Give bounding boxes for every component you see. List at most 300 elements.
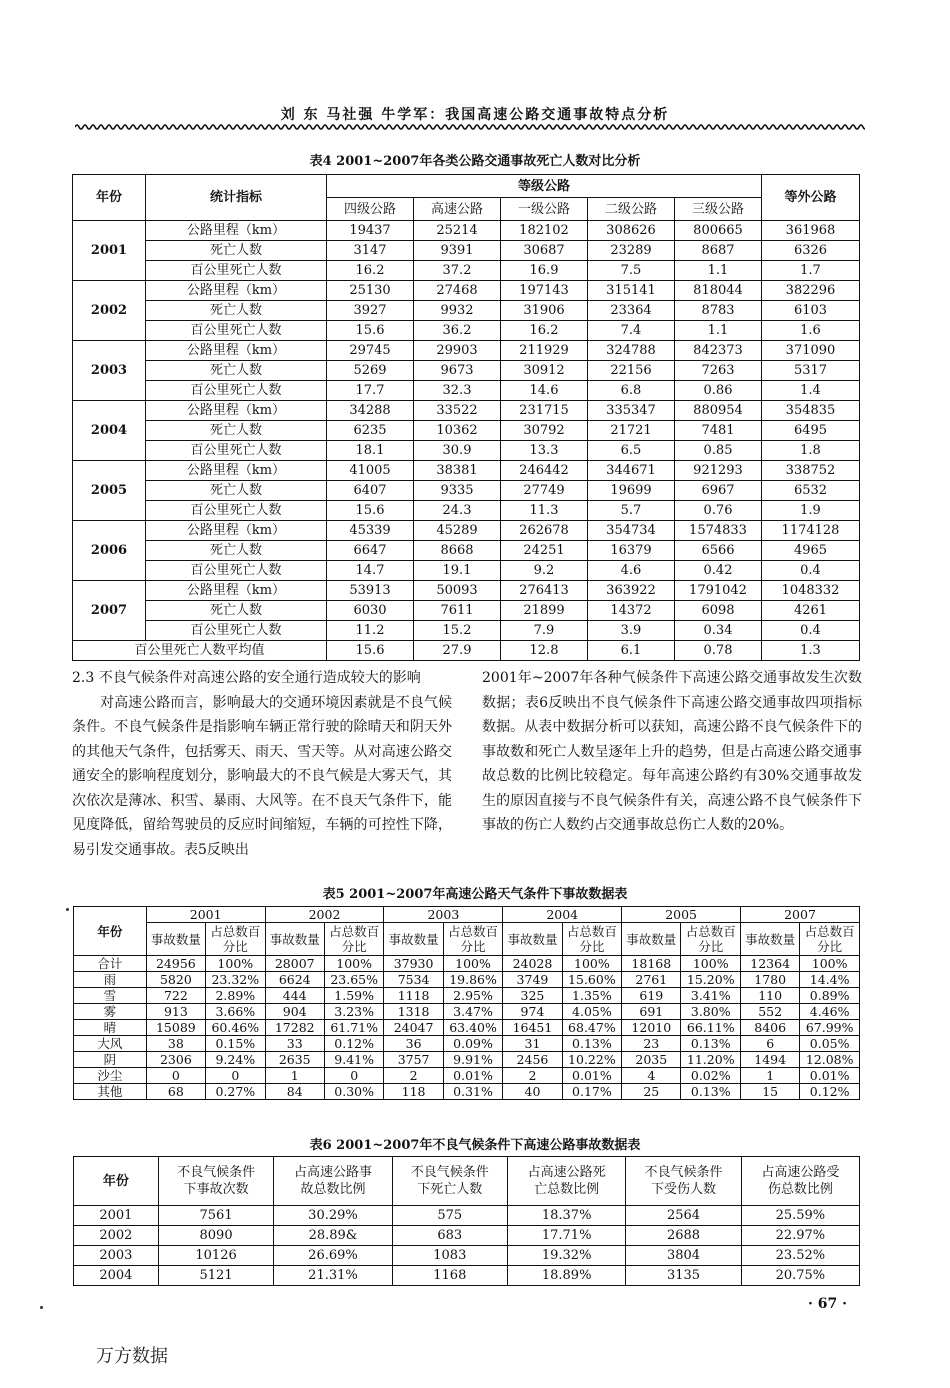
t4-value-cell: 231715 [501,401,588,421]
t6-value-cell: 1083 [392,1246,508,1266]
t5-value-cell: 974 [503,1004,562,1020]
t4-value-cell: 9335 [414,481,501,501]
t5-value-cell: 36 [384,1036,443,1052]
t4-value-cell: 818044 [675,281,762,301]
t4-value-cell: 7.4 [588,321,675,341]
t4-sub-header: 一级公路 [501,198,588,221]
t5-sub-header: 事故数量 [146,923,205,956]
running-header: 刘 东 马社强 牛学军：我国高速公路交通事故特点分析 [280,107,670,123]
t5-value-cell: 23.32% [206,972,266,988]
t6-value-cell: 683 [392,1226,508,1246]
t5-value-cell: 3.47% [443,1004,503,1020]
t4-indicator-cell: 公路里程（km） [146,281,327,301]
t5-sub-header-row [74,923,860,956]
t4-row [73,461,860,481]
t5-value-cell: 1494 [741,1052,800,1068]
t5-value-cell: 0.02% [681,1068,741,1084]
t4-value-cell: 344671 [588,461,675,481]
table5 [73,906,860,1100]
t4-value-cell: 6566 [675,541,762,561]
t5-value-cell: 40 [503,1084,562,1100]
t4-value-cell: 24.3 [414,501,501,521]
t5-value-cell: 1.35% [562,988,622,1004]
t6-value-cell: 20.75% [741,1266,859,1286]
t4-value-cell: 30.9 [414,441,501,461]
t4-indicator-cell: 死亡人数 [146,301,327,321]
t4-row [73,281,860,301]
t6-value-cell: 25.59% [741,1206,859,1226]
t4-value-cell: 6532 [762,481,860,501]
t4-value-cell: 0.86 [675,381,762,401]
t5-label-cell: 沙尘 [74,1068,147,1084]
t5-label-cell: 晴 [74,1020,147,1036]
t4-year-cell: 2003 [73,341,146,401]
t5-value-cell: 15 [741,1084,800,1100]
t5-row [74,1068,860,1084]
t4-average-cell: 15.6 [327,641,414,661]
t4-row [73,441,860,461]
t4-indicator-cell: 百公里死亡人数 [146,381,327,401]
t5-year-label: 年份 [74,907,147,956]
t6-value-cell: 18.89% [508,1266,626,1286]
t4-indicator-cell: 公路里程（km） [146,521,327,541]
t5-value-cell: 7534 [384,972,443,988]
t4-average-label: 百公里死亡人数平均值 [73,641,327,661]
t5-value-cell: 0.12% [800,1084,860,1100]
t4-value-cell: 16379 [588,541,675,561]
t5-value-cell: 37930 [384,956,443,972]
t5-sub-header: 占总数百分比 [681,923,741,956]
t6-header-cell: 占高速公路事故总数比例 [274,1157,392,1206]
t5-value-cell: 6624 [265,972,324,988]
t4-value-cell: 24251 [501,541,588,561]
t4-value-cell: 0.4 [762,561,860,581]
t5-value-cell: 16451 [503,1020,562,1036]
t4-value-cell: 45289 [414,521,501,541]
t4-value-cell: 41005 [327,461,414,481]
page-number: · 67 · [808,1296,847,1312]
t5-value-cell: 2.95% [443,988,503,1004]
table6-caption: 表6 2001~2007年不良气候条件下高速公路事故数据表 [309,1138,641,1153]
t5-value-cell: 1 [265,1068,324,1084]
t4-row [73,361,860,381]
t4-value-cell: 11.3 [501,501,588,521]
t4-value-cell: 8687 [675,241,762,261]
t4-indicator-cell: 公路里程（km） [146,401,327,421]
t4-row [73,401,860,421]
t5-value-cell: 0.13% [562,1036,622,1052]
t4-indicator-cell: 百公里死亡人数 [146,441,327,461]
t4-value-cell: 371090 [762,341,860,361]
t5-row [74,1020,860,1036]
t5-value-cell: 444 [265,988,324,1004]
t5-value-cell: 9.91% [443,1052,503,1068]
t4-row [73,601,860,621]
t5-value-cell: 84 [265,1084,324,1100]
t4-row [73,341,860,361]
t5-value-cell: 0.27% [206,1084,266,1100]
t4-value-cell: 324788 [588,341,675,361]
section-right-column [482,666,862,838]
t4-year-cell: 2005 [73,461,146,521]
t4-value-cell: 36.2 [414,321,501,341]
t4-value-cell: 27749 [501,481,588,501]
t4-value-cell: 6.8 [588,381,675,401]
t4-row [73,541,860,561]
t4-indicator-cell: 百公里死亡人数 [146,261,327,281]
t5-value-cell: 1780 [741,972,800,988]
t4-value-cell: 14372 [588,601,675,621]
t5-value-cell: 913 [146,1004,205,1020]
t4-value-cell: 5269 [327,361,414,381]
t5-value-cell: 5820 [146,972,205,988]
t5-sub-header: 占总数百分比 [206,923,266,956]
t5-label-cell: 大风 [74,1036,147,1052]
t5-value-cell: 15.60% [562,972,622,988]
t4-value-cell: 25214 [414,221,501,241]
t4-indicator-cell: 公路里程（km） [146,341,327,361]
t5-value-cell: 100% [800,956,860,972]
t4-value-cell: 361968 [762,221,860,241]
t6-row [74,1206,860,1226]
t6-value-cell: 1168 [392,1266,508,1286]
t4-value-cell: 34288 [327,401,414,421]
t4-value-cell: 22156 [588,361,675,381]
t5-value-cell: 2 [503,1068,562,1084]
t6-header-row [74,1157,860,1206]
t4-value-cell: 29903 [414,341,501,361]
t6-header-cell: 不良气候条件下受伤人数 [626,1157,742,1206]
t4-value-cell: 3927 [327,301,414,321]
t4-value-cell: 6235 [327,421,414,441]
t4-value-cell: 338752 [762,461,860,481]
t5-value-cell: 1118 [384,988,443,1004]
t5-value-cell: 2306 [146,1052,205,1068]
t5-year-header: 2004 [503,907,622,923]
t4-value-cell: 6.5 [588,441,675,461]
watermark-text: 万方数据 [96,1346,168,1367]
t5-value-cell: 68 [146,1084,205,1100]
t5-year-header-row [74,907,860,923]
t5-year-header: 2002 [265,907,384,923]
table4-caption: 表4 2001~2007年各类公路交通事故死亡人数对比分析 [309,154,641,169]
t5-value-cell: 118 [384,1084,443,1100]
t4-value-cell: 15.2 [414,621,501,641]
section-left-column [72,666,452,862]
t4-value-cell: 0.42 [675,561,762,581]
t4-value-cell: 1.4 [762,381,860,401]
t5-value-cell: 28007 [265,956,324,972]
stray-dot [40,1306,43,1309]
t4-value-cell: 15.6 [327,321,414,341]
t5-label-cell: 其他 [74,1084,147,1100]
t4-value-cell: 7.9 [501,621,588,641]
t4-value-cell: 197143 [501,281,588,301]
t5-value-cell: 3749 [503,972,562,988]
t4-value-cell: 23289 [588,241,675,261]
t5-value-cell: 9.24% [206,1052,266,1068]
t6-value-cell: 2003 [74,1246,159,1266]
t4-value-cell: 30687 [501,241,588,261]
t5-sub-header: 占总数百分比 [324,923,384,956]
t4-value-cell: 18.1 [327,441,414,461]
t5-value-cell: 0 [324,1068,384,1084]
t4-value-cell: 354835 [762,401,860,421]
t5-value-cell: 1.59% [324,988,384,1004]
t4-indicator-cell: 死亡人数 [146,241,327,261]
t4-value-cell: 53913 [327,581,414,601]
t5-value-cell: 2035 [622,1052,681,1068]
t6-value-cell: 18.37% [508,1206,626,1226]
t5-row [74,988,860,1004]
t5-value-cell: 12364 [741,956,800,972]
t6-value-cell: 8090 [158,1226,274,1246]
t4-value-cell: 1574833 [675,521,762,541]
t4-value-cell: 335347 [588,401,675,421]
t4-value-cell: 1.8 [762,441,860,461]
t4-value-cell: 14.7 [327,561,414,581]
t4-value-cell: 182102 [501,221,588,241]
t4-average-row [73,641,860,661]
t4-value-cell: 6407 [327,481,414,501]
t5-value-cell: 63.40% [443,1020,503,1036]
t6-value-cell: 28.89& [274,1226,392,1246]
t4-value-cell: 33522 [414,401,501,421]
t4-indicator-cell: 公路里程（km） [146,461,327,481]
t5-row [74,1084,860,1100]
t4-indicator-header: 统计指标 [146,175,327,221]
t4-row [73,481,860,501]
t5-value-cell: 1318 [384,1004,443,1020]
t4-row [73,521,860,541]
t4-value-cell: 4.6 [588,561,675,581]
t5-value-cell: 18168 [622,956,681,972]
t4-indicator-cell: 死亡人数 [146,481,327,501]
t6-value-cell: 26.69% [274,1246,392,1266]
t5-sub-header: 事故数量 [741,923,800,956]
t4-indicator-cell: 百公里死亡人数 [146,501,327,521]
t4-value-cell: 880954 [675,401,762,421]
t4-value-cell: 29745 [327,341,414,361]
t4-value-cell: 315141 [588,281,675,301]
t5-sub-header: 事故数量 [384,923,443,956]
t4-sub-header: 四级公路 [327,198,414,221]
t4-ungraded-header: 等外公路 [762,175,860,221]
t5-value-cell: 100% [681,956,741,972]
header-wavy-rule [75,122,865,132]
t5-value-cell: 3.66% [206,1004,266,1020]
t4-value-cell: 6030 [327,601,414,621]
t4-value-cell: 246442 [501,461,588,481]
t5-value-cell: 110 [741,988,800,1004]
t6-value-cell: 23.52% [741,1246,859,1266]
t5-value-cell: 23.65% [324,972,384,988]
t4-value-cell: 4261 [762,601,860,621]
t6-value-cell: 2564 [626,1206,742,1226]
t5-value-cell: 6 [741,1036,800,1052]
t4-value-cell: 9932 [414,301,501,321]
t6-value-cell: 21.31% [274,1266,392,1286]
t4-value-cell: 5317 [762,361,860,381]
t4-value-cell: 16.2 [501,321,588,341]
t4-indicator-cell: 公路里程（km） [146,581,327,601]
t5-value-cell: 100% [206,956,266,972]
t4-value-cell: 6098 [675,601,762,621]
t4-value-cell: 1.1 [675,261,762,281]
t5-value-cell: 24047 [384,1020,443,1036]
t4-value-cell: 27468 [414,281,501,301]
t5-value-cell: 33 [265,1036,324,1052]
t4-row [73,561,860,581]
t4-indicator-cell: 死亡人数 [146,421,327,441]
t4-value-cell: 21899 [501,601,588,621]
t4-value-cell: 37.2 [414,261,501,281]
t4-value-cell: 6495 [762,421,860,441]
t5-value-cell: 8406 [741,1020,800,1036]
t6-value-cell: 575 [392,1206,508,1226]
t4-value-cell: 262678 [501,521,588,541]
t4-value-cell: 30792 [501,421,588,441]
t4-sub-header: 高速公路 [414,198,501,221]
t4-value-cell: 0.76 [675,501,762,521]
t5-value-cell: 100% [324,956,384,972]
t4-value-cell: 363922 [588,581,675,601]
t4-indicator-cell: 死亡人数 [146,541,327,561]
t4-value-cell: 842373 [675,341,762,361]
t5-sub-header: 事故数量 [622,923,681,956]
t4-year-cell: 2002 [73,281,146,341]
t5-value-cell: 4 [622,1068,681,1084]
t5-value-cell: 12.08% [800,1052,860,1068]
t4-value-cell: 10362 [414,421,501,441]
t4-indicator-cell: 百公里死亡人数 [146,621,327,641]
t5-value-cell: 11.20% [681,1052,741,1068]
t4-value-cell: 9673 [414,361,501,381]
t4-row [73,301,860,321]
t4-value-cell: 382296 [762,281,860,301]
t5-value-cell: 68.47% [562,1020,622,1036]
table6 [73,1156,860,1286]
t4-row [73,501,860,521]
t5-value-cell: 2456 [503,1052,562,1068]
t5-value-cell: 24956 [146,956,205,972]
t6-value-cell: 3804 [626,1246,742,1266]
t4-average-cell: 12.8 [501,641,588,661]
t5-value-cell: 0.13% [681,1084,741,1100]
t5-value-cell: 2 [384,1068,443,1084]
section-left-paragraph: 对高速公路而言，影响最大的交通环境因素就是不良气候条件。不良气候条件是指影响车辆正常行驶的除晴天和阴天外的其他天气条件，包括雾天、雨天、雪天等。从对高速公路交通安全的影响程度划分，影响最大的不良气候是大雾天气，其次依次是薄冰、积雪、暴雨、大风等。在不良天气条件下，能见度降低，留给驾驶员的反应时间缩短，车辆的可控性下降，易引发交通事故。表5反映出 [72,694,452,858]
t5-value-cell: 15089 [146,1020,205,1036]
t4-value-cell: 1174128 [762,521,860,541]
t4-value-cell: 25130 [327,281,414,301]
t5-value-cell: 23 [622,1036,681,1052]
t5-value-cell: 31 [503,1036,562,1052]
t5-value-cell: 1 [741,1068,800,1084]
t5-value-cell: 67.99% [800,1020,860,1036]
t5-value-cell: 4.05% [562,1004,622,1020]
t4-average-cell: 1.3 [762,641,860,661]
t6-value-cell: 19.32% [508,1246,626,1266]
t4-row [73,421,860,441]
t6-value-cell: 3135 [626,1266,742,1286]
t5-label-cell: 阴 [74,1052,147,1068]
t4-value-cell: 1.6 [762,321,860,341]
t5-value-cell: 60.46% [206,1020,266,1036]
t4-value-cell: 5.7 [588,501,675,521]
t5-label-cell: 合计 [74,956,147,972]
t6-value-cell: 2004 [74,1266,159,1286]
t4-value-cell: 0.85 [675,441,762,461]
t5-value-cell: 0.05% [800,1036,860,1052]
t5-value-cell: 12010 [622,1020,681,1036]
t5-value-cell: 3757 [384,1052,443,1068]
t5-year-header: 2001 [146,907,265,923]
t5-value-cell: 2761 [622,972,681,988]
t4-value-cell: 4965 [762,541,860,561]
t4-value-cell: 13.3 [501,441,588,461]
t4-year-cell: 2007 [73,581,146,641]
t4-value-cell: 7263 [675,361,762,381]
t6-value-cell: 2002 [74,1226,159,1246]
t4-value-cell: 30912 [501,361,588,381]
t6-value-cell: 22.97% [741,1226,859,1246]
t4-value-cell: 19.1 [414,561,501,581]
t5-value-cell: 0.15% [206,1036,266,1052]
t5-label-cell: 雨 [74,972,147,988]
t5-value-cell: 0.17% [562,1084,622,1100]
t5-value-cell: 25 [622,1084,681,1100]
t4-value-cell: 6647 [327,541,414,561]
t4-value-cell: 50093 [414,581,501,601]
t4-value-cell: 800665 [675,221,762,241]
t5-sub-header: 占总数百分比 [443,923,503,956]
t4-value-cell: 19437 [327,221,414,241]
t5-value-cell: 14.4% [800,972,860,988]
t4-value-cell: 1.7 [762,261,860,281]
t5-value-cell: 325 [503,988,562,1004]
t5-year-header: 2003 [384,907,503,923]
t4-value-cell: 308626 [588,221,675,241]
t4-value-cell: 21721 [588,421,675,441]
t4-value-cell: 11.2 [327,621,414,641]
t4-value-cell: 6967 [675,481,762,501]
t4-value-cell: 3.9 [588,621,675,641]
t5-value-cell: 3.41% [681,988,741,1004]
t5-value-cell: 17282 [265,1020,324,1036]
t6-row [74,1266,860,1286]
t5-value-cell: 2635 [265,1052,324,1068]
t4-value-cell: 3147 [327,241,414,261]
t4-value-cell: 1048332 [762,581,860,601]
t6-row [74,1246,860,1266]
t5-sub-header: 事故数量 [503,923,562,956]
t4-year-cell: 2004 [73,401,146,461]
t5-value-cell: 691 [622,1004,681,1020]
t4-year-header: 年份 [73,175,146,221]
t5-value-cell: 0.30% [324,1084,384,1100]
t4-indicator-cell: 公路里程（km） [146,221,327,241]
t5-value-cell: 0.12% [324,1036,384,1052]
t4-value-cell: 0.34 [675,621,762,641]
t4-value-cell: 211929 [501,341,588,361]
t4-value-cell: 9.2 [501,561,588,581]
t4-value-cell: 921293 [675,461,762,481]
t4-value-cell: 276413 [501,581,588,601]
t4-value-cell: 354734 [588,521,675,541]
t5-sub-header: 占总数百分比 [800,923,860,956]
t5-value-cell: 3.80% [681,1004,741,1020]
t5-value-cell: 38 [146,1036,205,1052]
